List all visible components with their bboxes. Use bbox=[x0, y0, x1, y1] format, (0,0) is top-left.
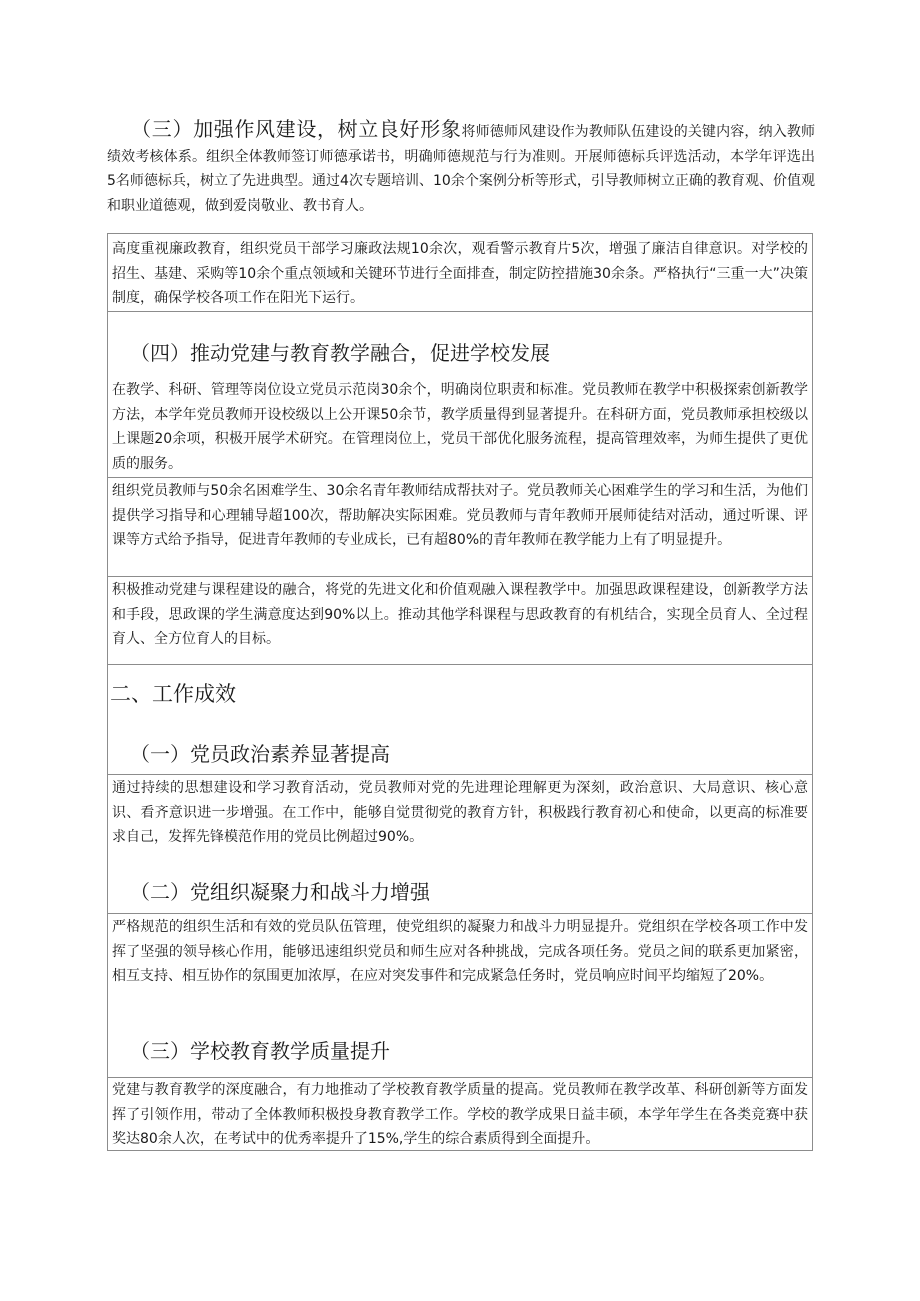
divider bbox=[108, 664, 812, 665]
intro-paragraph bbox=[107, 117, 815, 218]
results-heading: 二、工作成效 bbox=[110, 682, 236, 706]
result-heading-1: （一）党员政治素养显著提高 bbox=[130, 742, 390, 766]
divider bbox=[108, 774, 812, 775]
result-paragraph-1: 通过持续的思想建设和学习教育活动，党员教师对党的先进理论理解更为深刻，政治意识、大局意识、核心意识、看齐意识进一步增强。在工作中，能够自觉贯彻党的教育方针，积极践行教育初心和使命，以更高的标准要求自己，发挥先锋模范作用的党员比例超过90%。 bbox=[112, 780, 808, 845]
result-paragraph-2: 严格规范的组织生活和有效的党员队伍管理，使党组织的凝聚力和战斗力明显提升。党组织在学校各项工作中发挥了坚强的领导核心作用，能够迅速组织党员和师生应对各种挑战，完成各项任务。党员之间的联系更加紧密，相互支持、相互协作的氛围更加浓厚，在应对突发事件和完成紧急任务时，党员响应时间平均缩短了20%。 bbox=[112, 919, 808, 984]
divider bbox=[108, 576, 812, 577]
section-heading-3-style: （三）加强作风建设，树立良好形象 bbox=[131, 117, 462, 141]
divider bbox=[108, 913, 812, 914]
clean-government-paragraph: 高度重视廉政教育，组织党员干部学习廉政法规10余次，观看警示教育片5次，增强了廉洁自律意识。对学校的招生、基建、采购等10余个重点领域和关键环节进行全面排查，制定防控措施30余条。严格执行“三重一大”决策制度，确保学校各项工作在阳光下运行。 bbox=[112, 241, 808, 306]
section4-paragraph-1: 在教学、科研、管理等岗位设立党员示范岗30余个，明确岗位职责和标准。党员教师在教学中积极探索创新教学方法，本学年党员教师开设校级以上公开课50余节，教学质量得到显著提升。在科研方面，党员教师承担校级以上课题20余项，积极开展学术研究。在管理岗位上，党员干部优化服务流程，提高管理效率，为师生提供了更优质的服务。 bbox=[112, 382, 808, 472]
section-heading-4: （四）推动党建与教育教学融合，促进学校发展 bbox=[130, 341, 550, 365]
divider bbox=[108, 311, 812, 312]
section4-paragraph-3: 积极推动党建与课程建设的融合，将党的先进文化和价值观融入课程教学中。加强思政课程建设，创新教学方法和手段，思政课的学生满意度达到90%以上。推动其他学科课程与思政教育的有机结合，实现全员育人、全过程育人、全方位育人的目标。 bbox=[112, 582, 808, 647]
result-heading-2: （二）党组织凝聚力和战斗力增强 bbox=[130, 880, 430, 904]
intro-text: 将师德师风建设作为教师队伍建设的关键内容，纳入教师绩效考核体系。组织全体教师签订师德承诺书，明确师德规范与行为准则。开展师德标兵评选活动，本学年评选出5名师德标兵，树立了先进典型。通过4次专题培训、10余个案例分析等形式，引导教师树立正确的教育观、价值观和职业道德观，做到爱岗敬业、教书育人。 bbox=[107, 124, 816, 214]
result-paragraph-3: 党建与教育教学的深度融合，有力地推动了学校教育教学质量的提高。党员教师在教学改革、科研创新等方面发挥了引领作用，带动了全体教师积极投身教育教学工作。学校的教学成果日益丰硕，本学年学生在各类竞赛中获奖达80余人次，在考试中的优秀率提升了15%,学生的综合素质得到全面提升。 bbox=[112, 1082, 808, 1147]
divider bbox=[108, 477, 812, 478]
content-frame bbox=[107, 233, 813, 1151]
result-heading-3: （三）学校教育教学质量提升 bbox=[130, 1039, 390, 1063]
section4-paragraph-2: 组织党员教师与50余名困难学生、30余名青年教师结成帮扶对子。党员教师关心困难学生的学习和生活，为他们提供学习指导和心理辅导超100次，帮助解决实际困难。党员教师与青年教师开展师徒结对活动，通过听课、评课等方式给予指导，促进青年教师的专业成长，已有超80%的青年教师在教学能力上有了明显提升。 bbox=[112, 483, 808, 548]
